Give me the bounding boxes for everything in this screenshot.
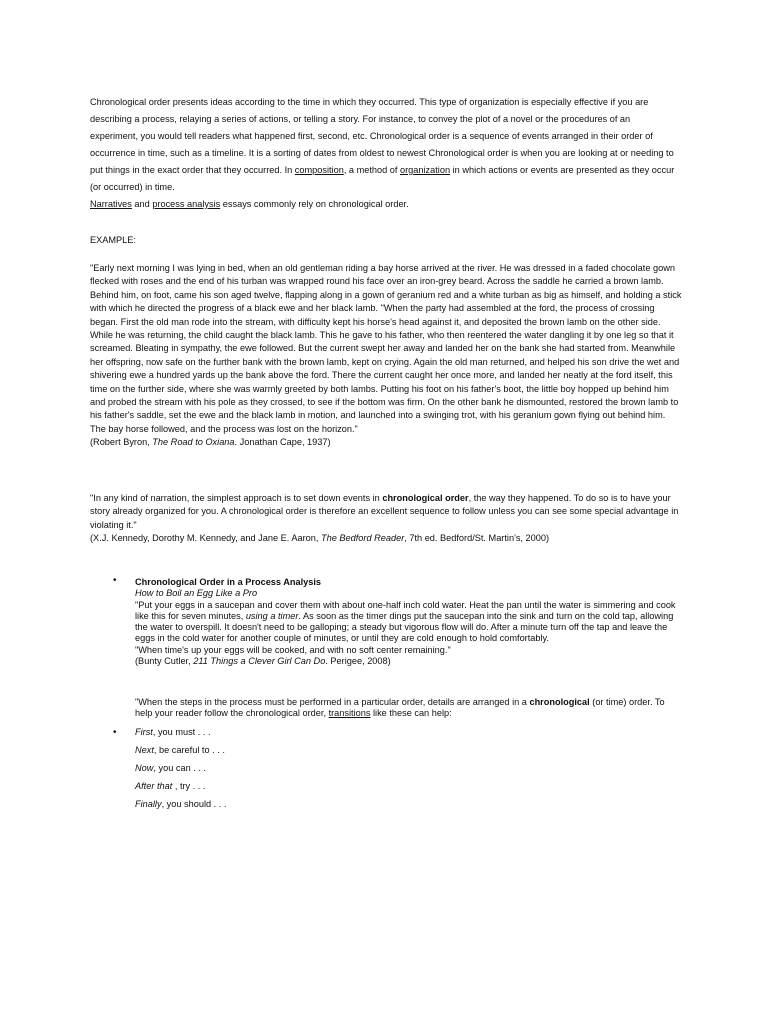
process-heading: Chronological Order in a Process Analysis [135, 577, 322, 587]
kennedy-cite-title: The Bedford Reader [321, 533, 405, 544]
process-cite-prefix: (Bunty Cutler, [135, 656, 194, 667]
steps-text-3: like these can help: [370, 708, 452, 719]
organization-link[interactable]: organization [400, 165, 451, 175]
byron-cite-suffix: . Jonathan Cape, 1937) [234, 437, 331, 448]
transition-word: After that [135, 781, 173, 791]
steps-bold: chronological [529, 697, 590, 707]
transition-list [135, 727, 226, 817]
steps-paragraph [135, 697, 680, 720]
transition-rest: , you should . . . [161, 799, 227, 809]
intro-text-2: , a method of [343, 165, 401, 175]
example-heading: EXAMPLE: [90, 235, 136, 245]
kennedy-cite-prefix: (X.J. Kennedy, Dorothy M. Kennedy, and Jane E. Aaron, [90, 533, 322, 544]
process-body-2: . As soon as the timer dings put the saucepan into the sink and turn on the cold tap, allowing the water to overspill. It doesn't need to be galloping; a steady but vigorous flow will do. After a minute turn off the tap and leave the eggs in the cold water for another couple of minutes, or until they are cold enough to hold comfortably. [135, 610, 674, 644]
list-item [135, 763, 226, 781]
byron-cite-title: The Road to Oxiana [152, 437, 235, 448]
transitions-link[interactable]: transitions [328, 708, 371, 719]
process-cite-title: 211 Things a Clever Girl Can Do [193, 656, 326, 667]
list-item [135, 781, 226, 799]
transition-word: Finally [135, 799, 162, 809]
list-item [135, 745, 226, 763]
kennedy-cite-suffix: , 7th ed. Bedford/St. Martin's, 2000) [404, 533, 550, 544]
list-item [135, 799, 226, 817]
transition-rest: , try . . . [172, 781, 206, 791]
byron-cite-prefix: (Robert Byron, [90, 437, 153, 448]
kennedy-text-2: , the way they happened. To do so is to have your story already organized for you. A chronological order is therefore an excellent sequence to follow unless you can see some special advantage in violating it." [90, 493, 679, 530]
bullet-icon: • [113, 575, 117, 586]
intro-text-1: Chronological order presents ideas according to the time in which they occurred. This type of organization is especially effective if you are describing a process, relaying a series of actions, or telling a story. For instance, to convey the plot of a novel or the procedures of an experiment, you would tell readers what happened first, second, etc. Chronological order is a sequence of events arranged in their order of occurrence in time, such as a timeline. It is a sorting of dates from oldest to newest Chronological order is when you are looking at or needing to put things in the exact order that they occurred. In [90, 97, 674, 175]
byron-citation [90, 436, 682, 449]
kennedy-text-1: "In any kind of narration, the simplest approach is to set down events in [90, 493, 383, 503]
process-body [135, 600, 680, 645]
bullet-icon: • [113, 727, 117, 738]
kennedy-quote [90, 492, 682, 546]
transition-rest: , you can . . . [153, 763, 206, 773]
transition-rest: , be careful to . . . [153, 745, 225, 755]
transition-rest: , you must . . . [152, 727, 211, 737]
byron-quote-text: "Early next morning I was lying in bed, when an old gentleman riding a bay horse arrived at the river. He was dressed in a faded chocolate gown flecked with roses and the end of his turban was wrapped round his face over an iron-grey beard. Across the saddle he carried a brown lamb. Behind him, on foot, came his son aged twelve, flapping along in a gown of geranium red and a white turban as big as himself, and holding a stick with which he directed the progress of a black ewe and her black lamb. "When the party had assembled at the ford, the process of crossing began. First the old man rode into the stream, with difficulty kept his horse's head against it, and deposited the brown lamb on the other side. While he was returning, the child caught the black lamb. This he gave to his father, who then reentered the water dangling it by one leg so that it screamed. Bleating in sympathy, the ewe followed. But the current swept her away and landed her on the bank she had started from. Meanwhile her offspring, now safe on the further bank with the brown lamb, kept on crying. Again the old man returned, and helped his son drive the wet and shivering ewe a hundred yards up the bank above the ford. There the current caught her once more, and landed her neatly at the ford itself, this time on the further side, where she was warmly greeted by both lambs. Putting his foot on his father's boot, the little boy hopped up behind him and probed the stream with his pole as they crossed, to see if the bottom was firm. On the other bank he dismounted, restored the brown lamb to his father's saddle, set the ewe and the black lamb in motion, and launched into a swinging trot, with his geranium gown flying out behind him. The bay horse followed, and the process was lost on the horizon." [90, 263, 682, 434]
process-subtitle: How to Boil an Egg Like a Pro [135, 588, 258, 599]
kennedy-citation [90, 532, 682, 545]
process-citation [135, 656, 680, 667]
narratives-link[interactable]: Narratives [90, 199, 132, 209]
process-analysis-link[interactable]: process analysis [152, 199, 221, 209]
process-body-end: "When time's up your eggs will be cooked, and with no soft center remaining." [135, 644, 451, 655]
process-analysis-section [135, 577, 680, 667]
process-cite-suffix: . Perigee, 2008) [325, 656, 391, 667]
steps-text-1: "When the steps in the process must be performed in a particular order, details are arranged in a [135, 697, 530, 707]
process-body-1: "Put your eggs in a saucepan and cover them with about one-half inch cold water. Heat the pan until the water is simmering and cook like this for seven minutes, [135, 599, 676, 621]
intro-text-3: in which actions or events are presented as they occur (or occurred) in time. [90, 165, 675, 192]
intro-paragraph [90, 94, 680, 213]
kennedy-bold: chronological order [382, 493, 469, 503]
intro-text-4: and [131, 199, 153, 209]
byron-quote [90, 262, 682, 450]
kennedy-quote-text [90, 492, 682, 532]
list-item [135, 727, 226, 745]
transition-word: Now [135, 763, 154, 773]
intro-text-5: essays commonly rely on chronological order. [220, 199, 409, 209]
process-body-italic: using a timer [245, 610, 299, 621]
steps-text-2: (or time) order. To help your reader follow the chronological order, [135, 697, 665, 719]
transition-word: Next [135, 745, 154, 755]
transition-word: First [135, 727, 153, 737]
composition-link[interactable]: composition [294, 165, 344, 175]
